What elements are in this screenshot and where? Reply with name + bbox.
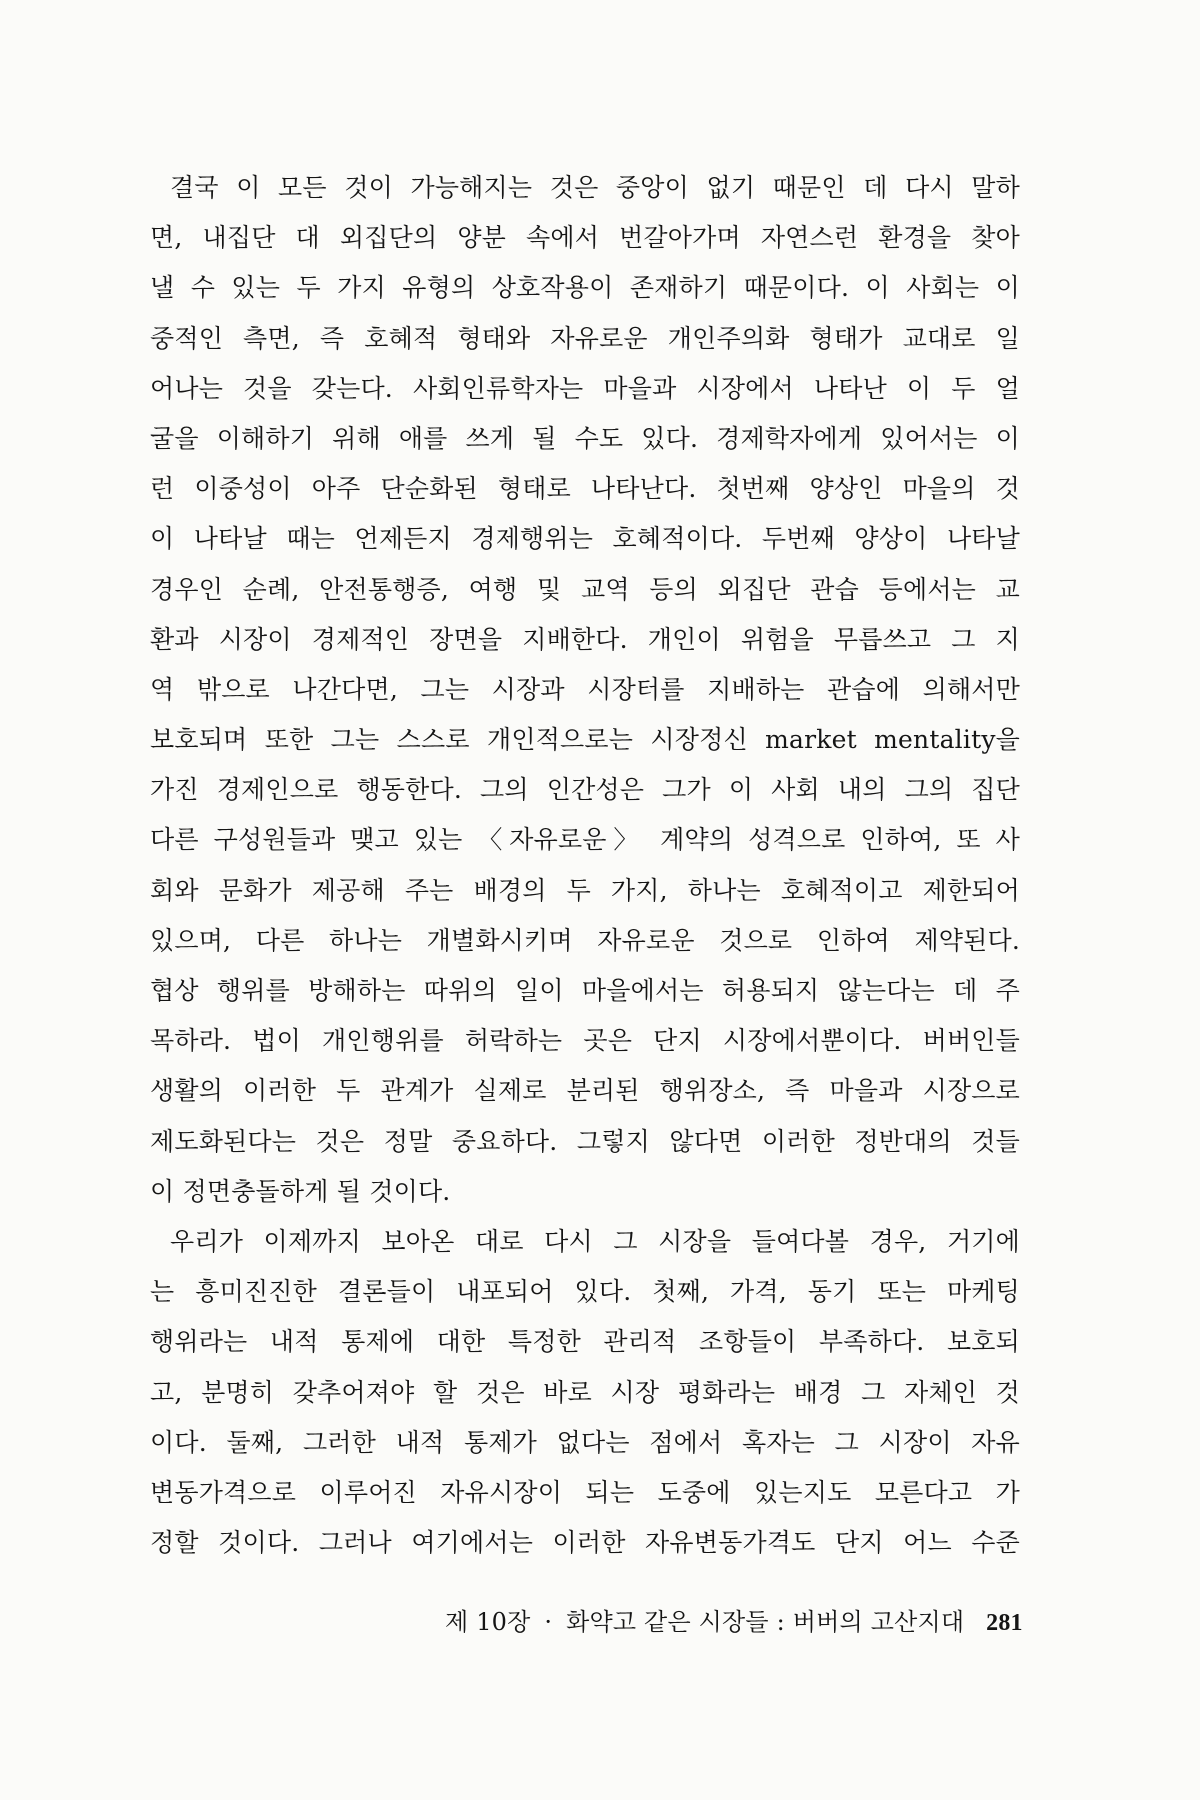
text-line: 는 흥미진진한 결론들이 내포되어 있다. 첫째, 가격, 동기 또는 마케팅	[150, 1277, 1020, 1307]
text-line: 목하라. 법이 개인행위를 허락하는 곳은 단지 시장에서뿐이다. 버버인들	[150, 1026, 1020, 1056]
text-line: 이 나타날 때는 언제든지 경제행위는 호혜적이다. 두번째 양상이 나타날	[150, 524, 1020, 554]
text-line: 정할 것이다. 그러나 여기에서는 이러한 자유변동가격도 단지 어느 수준	[150, 1528, 1020, 1558]
text-line: 결국 이 모든 것이 가능해지는 것은 중앙이 없기 때문인 데 다시 말하	[170, 173, 1020, 202]
text-line: 환과 시장이 경제적인 장면을 지배한다. 개인이 위험을 무릅쓰고 그 지	[150, 624, 1020, 654]
text-line: 제도화된다는 것은 정말 중요하다. 그렇지 않다면 이러한 정반대의 것들	[150, 1126, 1020, 1156]
text-line: 있으며, 다른 하나는 개별화시키며 자유로운 것으로 인하여 제약된다.	[150, 925, 1020, 955]
text-line: 런 이중성이 아주 단순화된 형태로 나타난다. 첫번째 양상인 마을의 것	[150, 474, 1020, 504]
text-line: 이다. 둘째, 그러한 내적 통제가 없다는 점에서 혹자는 그 시장이 자유	[150, 1427, 1020, 1457]
text-line: 우리가 이제까지 보아온 대로 다시 그 시장을 들여다볼 경우, 거기에	[170, 1226, 1020, 1256]
text-line: 면, 내집단 대 외집단의 양분 속에서 번갈아가며 자연스런 환경을 찾아	[150, 223, 1020, 253]
page-number: 281	[986, 1610, 1023, 1636]
text-line: 어나는 것을 갖는다. 사회인류학자는 마을과 시장에서 나타난 이 두 얼	[150, 373, 1020, 403]
body-text	[150, 163, 1020, 1568]
text-line: 고, 분명히 갖추어져야 할 것은 바로 시장 평화라는 배경 그 자체인 것	[150, 1377, 1020, 1407]
text-line: 낼 수 있는 두 가지 유형의 상호작용이 존재하기 때문이다. 이 사회는 이	[150, 273, 1020, 303]
text-line: 보호되며 또한 그는 스스로 개인적으로는 시장정신 market mentality을	[150, 725, 1020, 755]
text-line: 회와 문화가 제공해 주는 배경의 두 가지, 하나는 호혜적이고 제한되어	[150, 875, 1020, 905]
text-line: 변동가격으로 이루어진 자유시장이 되는 도중에 있는지도 모른다고 가	[150, 1477, 1020, 1507]
running-footer	[445, 1602, 1023, 1643]
text-line: 경우인 순례, 안전통행증, 여행 및 교역 등의 외집단 관습 등에서는 교	[150, 574, 1020, 604]
text-line: 역 밖으로 나간다면, 그는 시장과 시장터를 지배하는 관습에 의해서만	[150, 674, 1020, 704]
footer-separator: ·	[544, 1608, 553, 1636]
chapter-label: 제 10장	[445, 1608, 531, 1636]
text-line: 이 정면충돌하게 될 것이다.	[150, 1176, 451, 1206]
text-line: 행위라는 내적 통제에 대한 특정한 관리적 조항들이 부족하다. 보호되	[150, 1327, 1020, 1357]
text-line: 다른 구성원들과 맺고 있는 〈자유로운〉 계약의 성격으로 인하여, 또 사	[150, 825, 1020, 855]
chapter-title: 화약고 같은 시장들 : 버버의 고산지대	[566, 1608, 965, 1636]
text-line: 협상 행위를 방해하는 따위의 일이 마을에서는 허용되지 않는다는 데 주	[150, 976, 1020, 1005]
text-line: 생활의 이러한 두 관계가 실제로 분리된 행위장소, 즉 마을과 시장으로	[150, 1076, 1020, 1106]
text-line: 가진 경제인으로 행동한다. 그의 인간성은 그가 이 사회 내의 그의 집단	[150, 775, 1020, 805]
text-line: 굴을 이해하기 위해 애를 쓰게 될 수도 있다. 경제학자에게 있어서는 이	[150, 423, 1020, 453]
text-line: 중적인 측면, 즉 호혜적 형태와 자유로운 개인주의화 형태가 교대로 일	[150, 323, 1020, 353]
